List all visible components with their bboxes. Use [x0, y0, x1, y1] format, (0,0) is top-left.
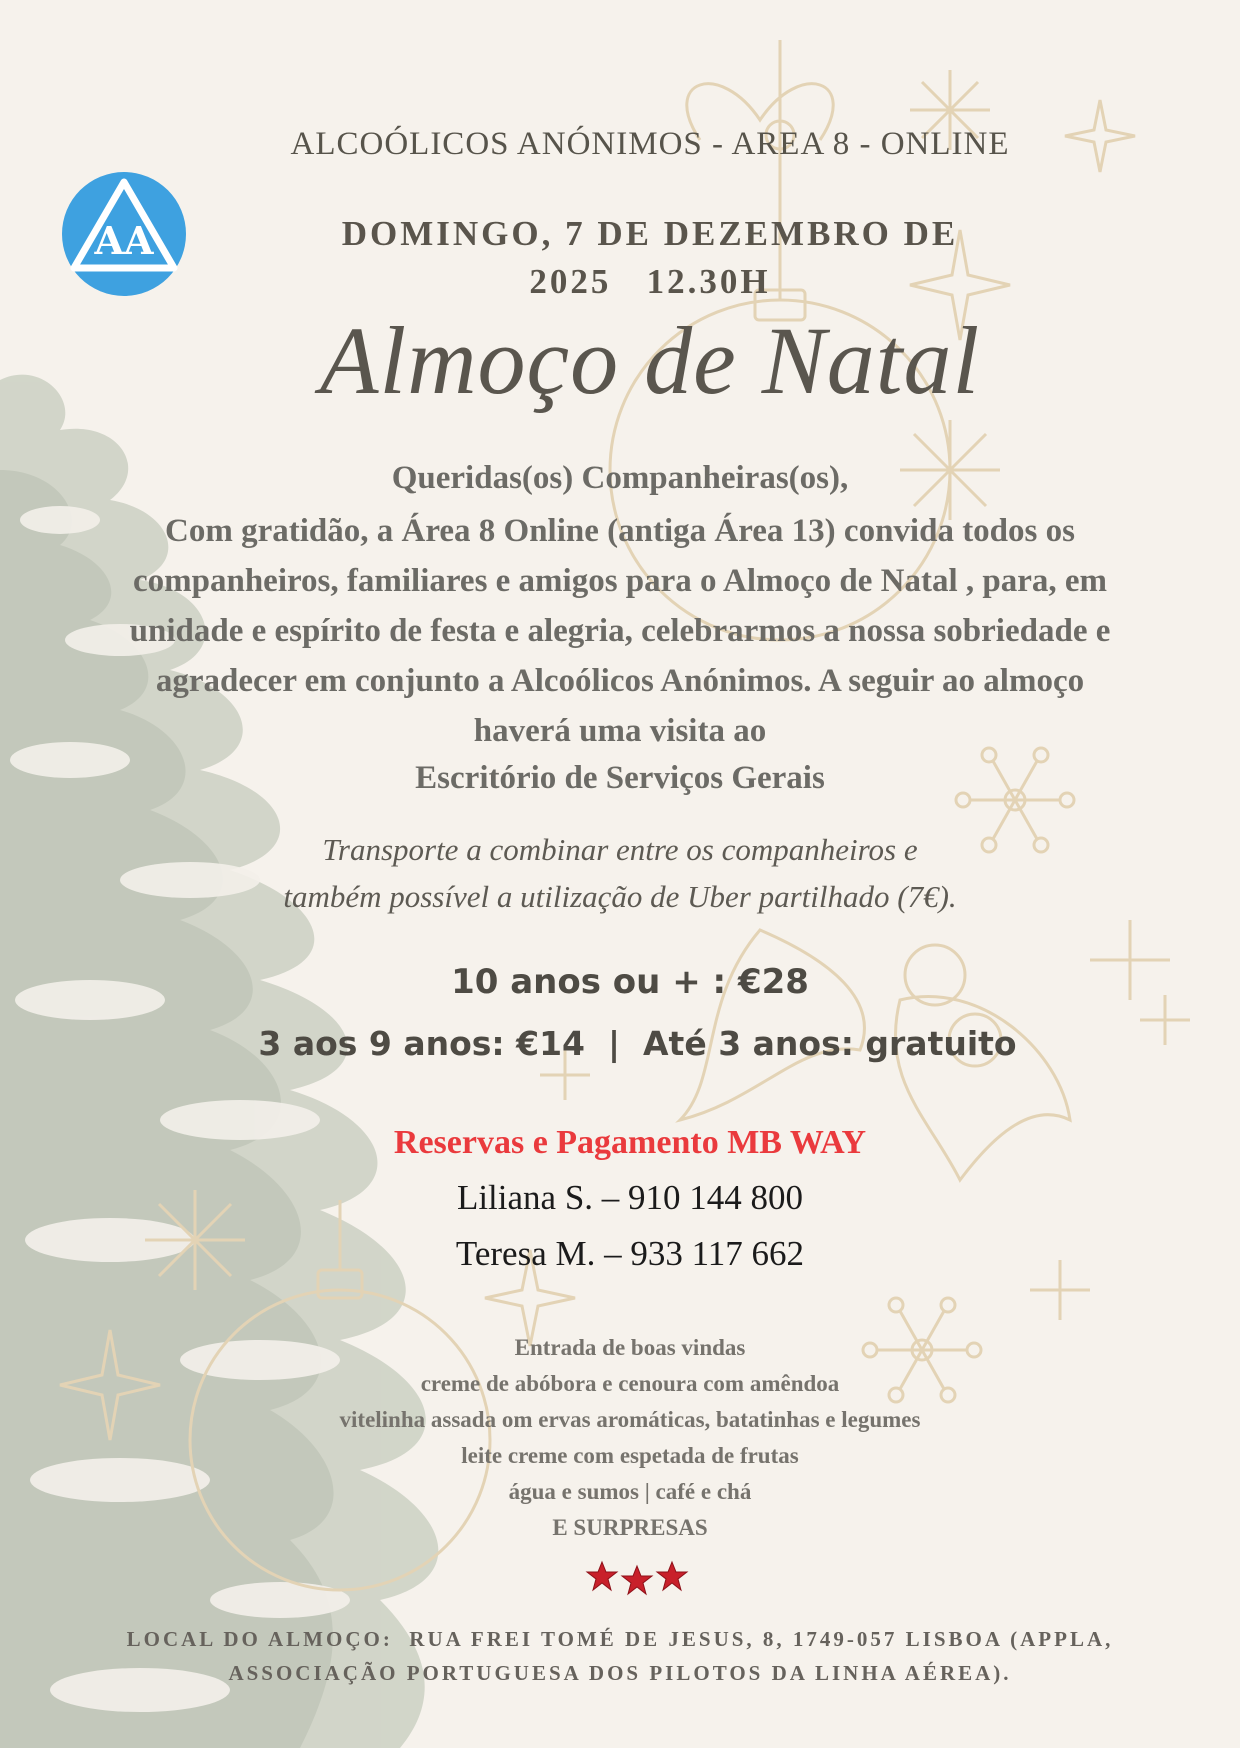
transport-line2: também possível a utilização de Uber partilhado (7€). [283, 879, 957, 914]
price-adults: 10 anos ou + : €28 [451, 962, 809, 1002]
event-title: Almoço de Natal [319, 307, 981, 414]
red-stars-icon [584, 1558, 690, 1598]
transport-note [140, 826, 1100, 920]
contact-teresa: Teresa M. – 933 117 662 [455, 1234, 805, 1273]
greeting: Queridas(os) Companheiras(os), [391, 460, 849, 496]
invitation-line: Com gratidão, a Área 8 Online (antiga Área 13) convida todos os [165, 513, 1075, 549]
invitation-line: agradecer em conjunto a Alcoólicos Anónimos. A seguir ao almoço [155, 663, 1085, 699]
location-line2: ASSOCIAÇÃO PORTUGUESA DOS PILOTOS DA LINHA AÉREA). [228, 1661, 1012, 1685]
menu-item: Entrada de boas vindas [514, 1335, 746, 1360]
contact-liliana: Liliana S. – 910 144 800 [456, 1178, 804, 1217]
reservations-heading: Reservas e Pagamento MB WAY [393, 1124, 867, 1161]
menu-list [120, 1330, 1140, 1546]
svg-text:AA: AA [94, 218, 154, 263]
menu-item: leite creme com espetada de frutas [461, 1443, 799, 1468]
menu-item: E SURPRESAS [552, 1515, 708, 1540]
price-children: 3 aos 9 anos: €14 | Até 3 anos: gratuito [258, 1024, 1017, 1063]
location-line1: LOCAL DO ALMOÇO: RUA FREI TOMÉ DE JESUS, 8, 1749-057 LISBOA (APPLA, [126, 1627, 1114, 1651]
event-location [40, 1622, 1200, 1690]
invitation-line: haverá uma visita ao [473, 713, 767, 749]
event-date [120, 210, 1180, 306]
office-visit: Escritório de Serviços Gerais [415, 760, 825, 796]
menu-item: creme de abóbora e cenoura com amêndoa [420, 1371, 840, 1396]
transport-line1: Transporte a combinar entre os companheiros e [322, 832, 918, 867]
menu-item: vitelinha assada om ervas aromáticas, batatinhas e legumes [339, 1407, 921, 1432]
event-date-line1: DOMINGO, 7 DE DEZEMBRO DE [341, 214, 959, 253]
organization-name: ALCOÓLICOS ANÓNIMOS - AREA 8 - ONLINE [290, 126, 1010, 162]
menu-item: água e sumos | café e chá [508, 1479, 752, 1504]
invitation-text [40, 506, 1200, 756]
event-date-line2: 2025 12.30H [529, 262, 771, 301]
invitation-line: companheiros, familiares e amigos para o Almoço de Natal , para, em [132, 563, 1107, 599]
invitation-line: unidade e espírito de festa e alegria, celebrarmos a nossa sobriedade e [129, 613, 1111, 649]
